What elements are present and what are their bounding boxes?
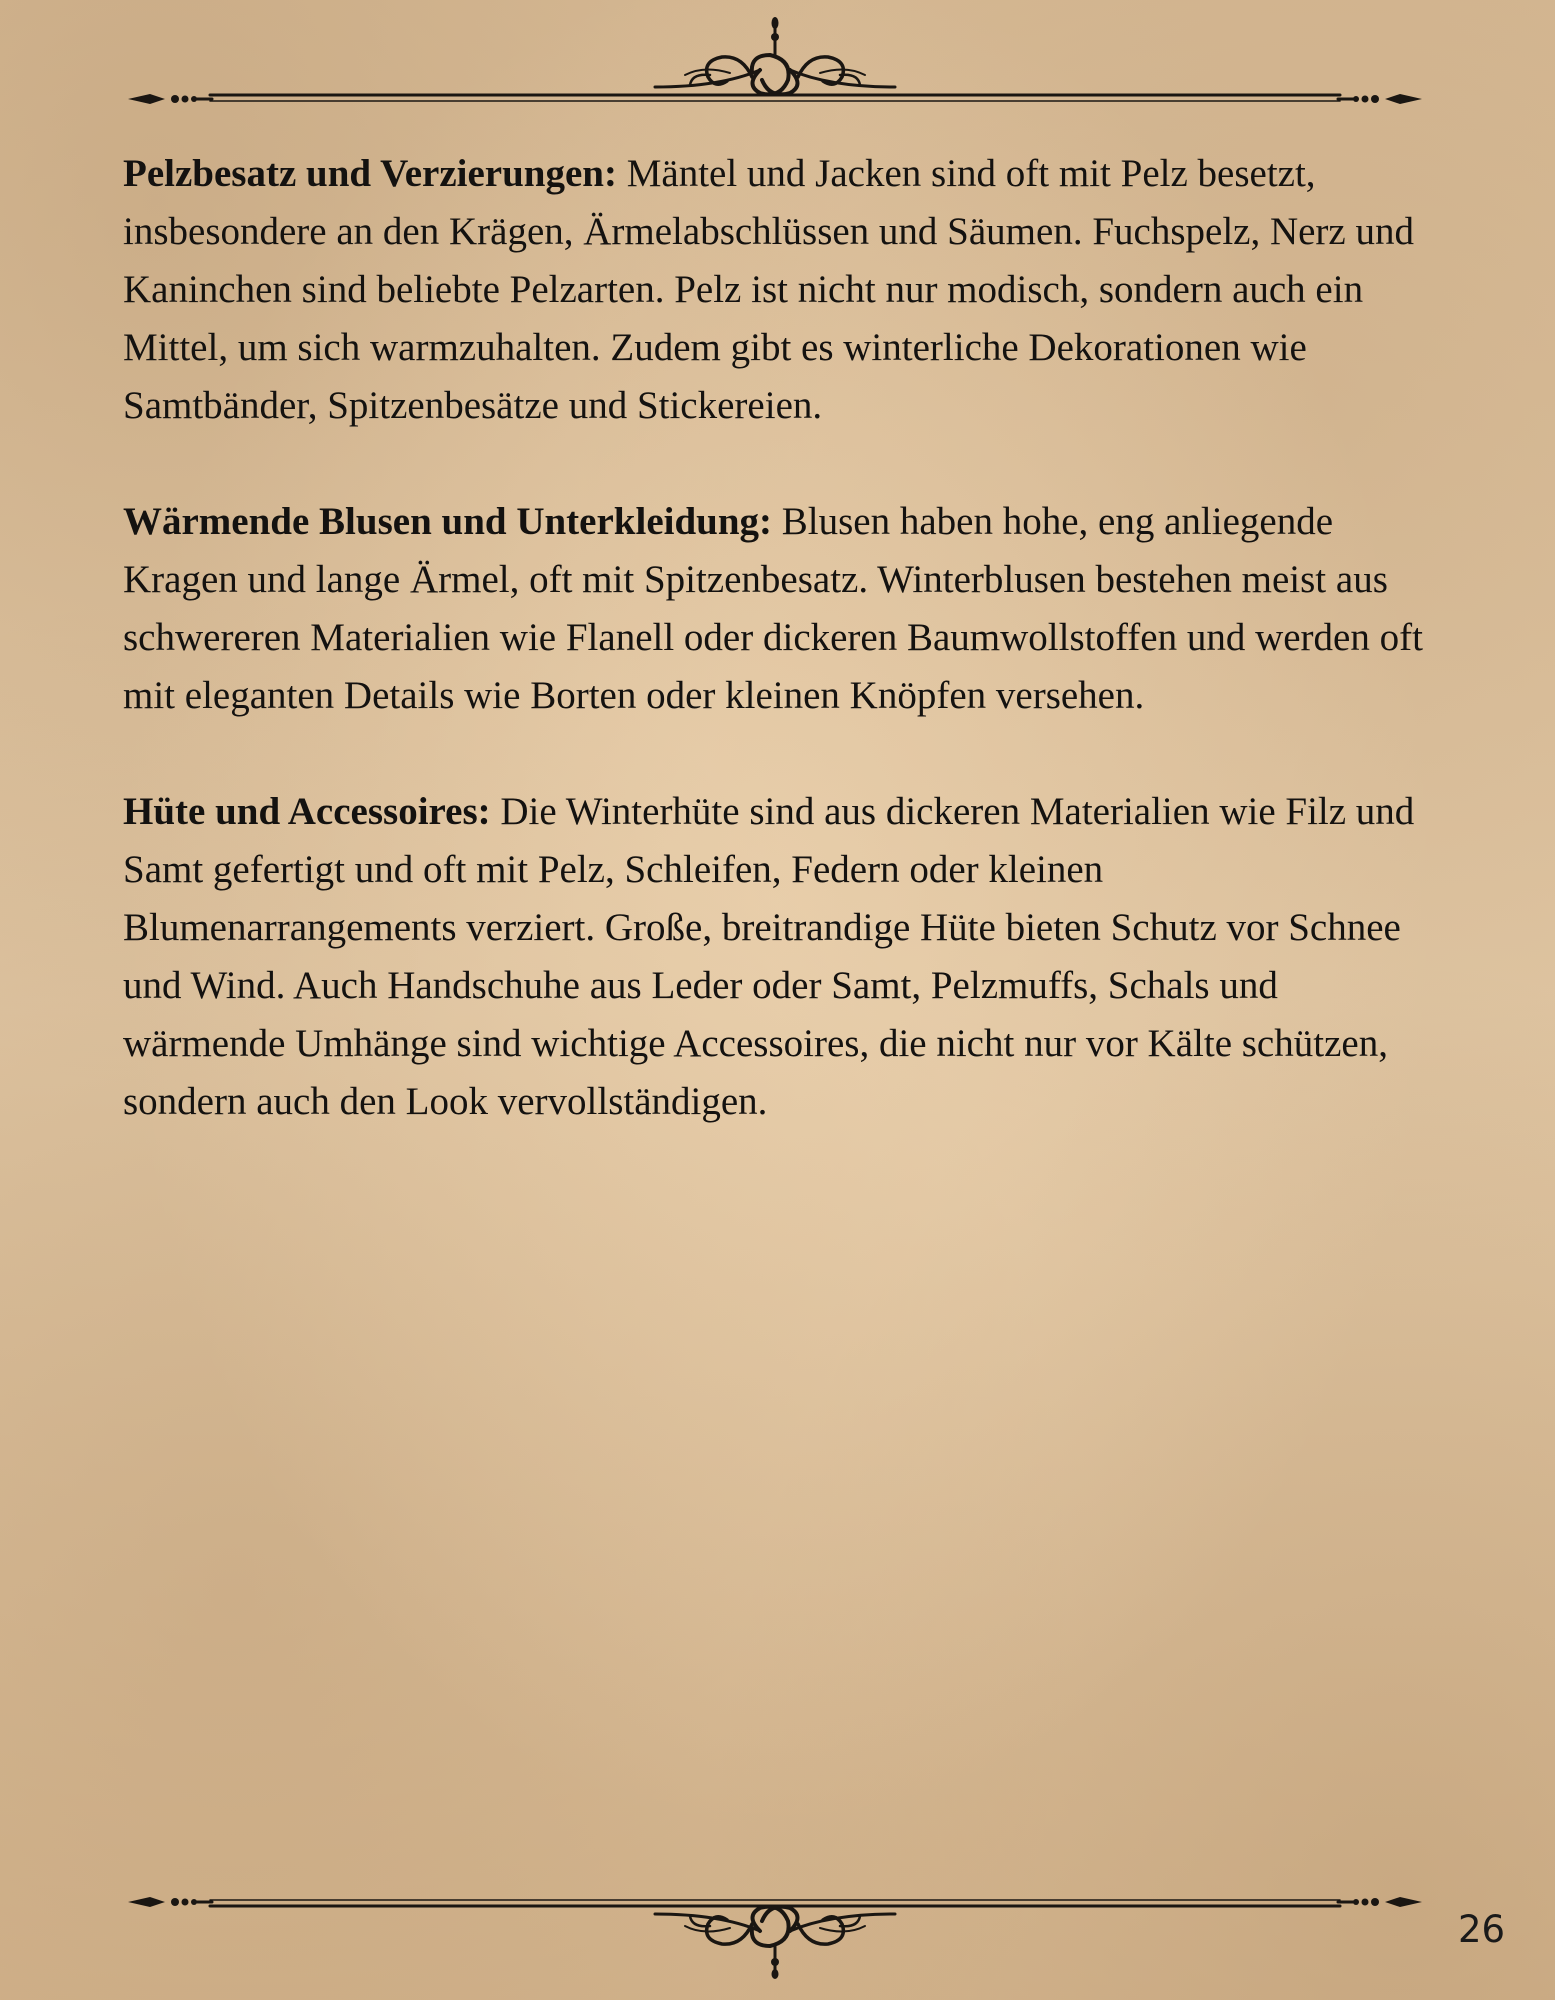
paragraph-heading: Pelzbesatz und Verzierungen: bbox=[123, 152, 617, 195]
paragraph-text: Die Winterhüte sind aus dickeren Materialien wie Filz und Samt gefertigt und oft mit Pelz, Schleifen, Federn oder kleinen Blumenarrangements verziert. Große, breitrandige Hüte bieten Schutz vor Schnee und Wind. Auch Handschuhe aus Leder oder Samt, Pelzmuffs, Schals und wärmende Umhänge sind wichtige Accessoires, die nicht nur vor Kälte schützen, sondern auch den Look vervollständigen. bbox=[123, 790, 1415, 1123]
paragraph-hats bbox=[123, 783, 1443, 1131]
bottom-ornament-divider-icon bbox=[120, 1880, 1430, 1980]
document-body bbox=[123, 145, 1443, 1189]
paragraph-text: Blusen haben hohe, eng anliegende Kragen und lange Ärmel, oft mit Spitzenbesatz. Winterblusen bestehen meist aus schwereren Materialien wie Flanell oder dickeren Baumwollstoffen und werden oft mit eleganten Details wie Borten oder kleinen Knöpfen versehen. bbox=[123, 500, 1423, 717]
paragraph-heading: Hüte und Accessoires: bbox=[123, 790, 491, 833]
paragraph-text: Mäntel und Jacken sind oft mit Pelz besetzt, insbesondere an den Krägen, Ärmelabschlüssen und Säumen. Fuchspelz, Nerz und Kaninchen sind beliebte Pelzarten. Pelz ist nicht nur modisch, sondern auch ein Mittel, um sich warmzuhalten. Zudem gibt es winterliche Dekorationen wie Samtbänder, Spitzenbesätze und Stickereien. bbox=[123, 152, 1414, 427]
top-ornament-divider-icon bbox=[120, 15, 1430, 115]
paragraph-heading: Wärmende Blusen und Unterkleidung: bbox=[123, 500, 773, 543]
paragraph-fur-trim bbox=[123, 145, 1443, 435]
page-number: 26 bbox=[1458, 1908, 1506, 1951]
paragraph-blouses bbox=[123, 493, 1443, 725]
